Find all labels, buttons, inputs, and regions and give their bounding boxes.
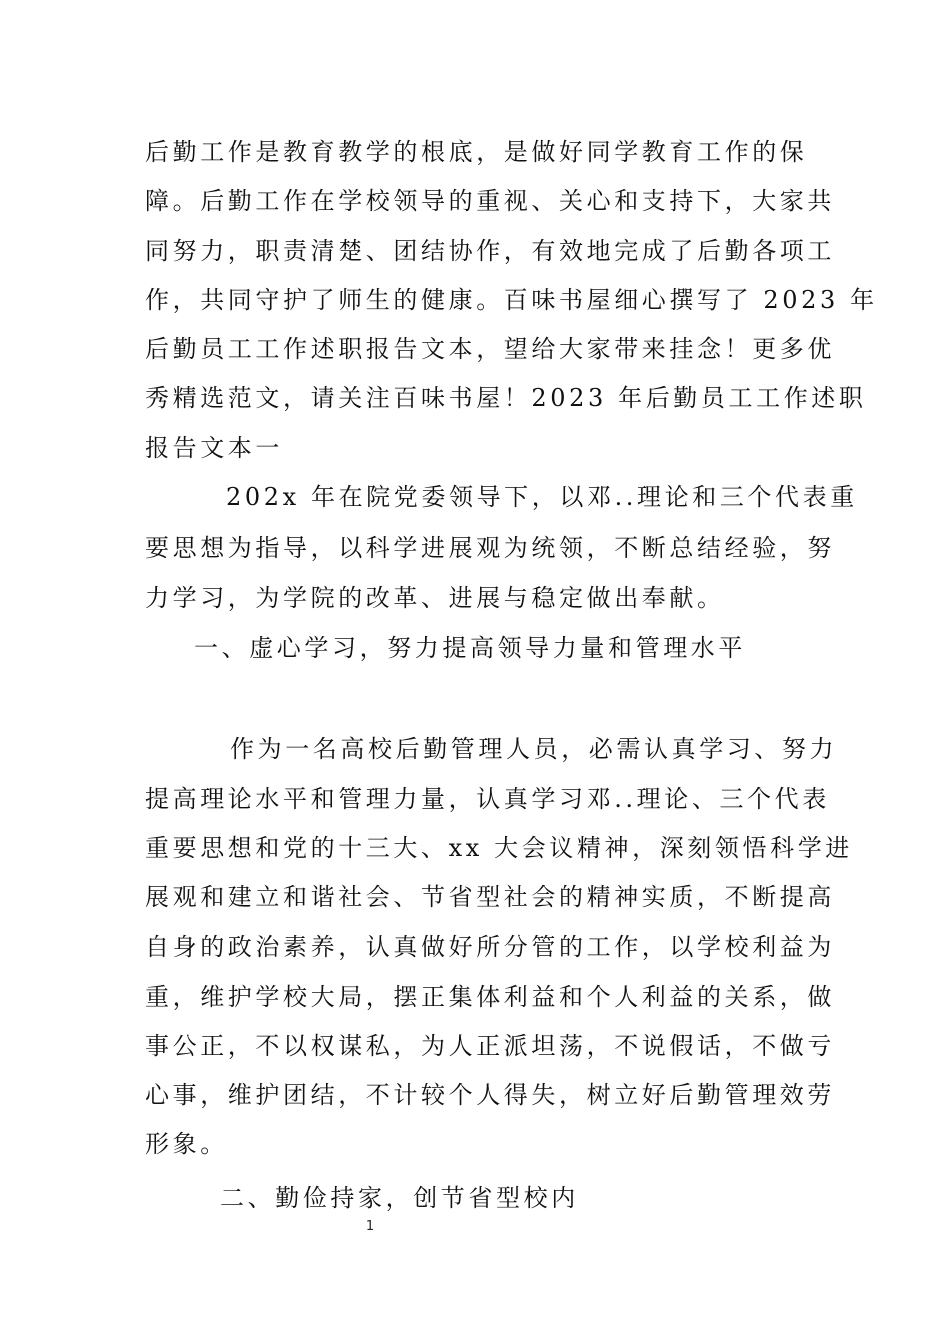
text-line: 展观和建立和谐社会、节省型社会的精神实质，不断提高 [145, 883, 835, 911]
text-line: 202x 年在院党委领导下，以邓..理论和三个代表重 [226, 483, 858, 511]
text-line: 作，共同守护了师生的健康。百味书屋细心撰写了 2023 年 [145, 286, 878, 314]
text-line: 力学习，为学院的改革、进展与稳定做出奉献。 [145, 584, 725, 612]
page-number: 1 [365, 1219, 375, 1234]
text-line: 事公正，不以权谋私，为人正派坦荡，不说假话，不做亏 [145, 1032, 835, 1060]
text-line: 后勤工作是教育教学的根底，是做好同学教育工作的保 [145, 138, 808, 166]
text-line: 重，维护学校大局，摆正集体利益和个人利益的关系，做 [145, 983, 835, 1011]
text-line: 提高理论水平和管理力量，认真学习邓..理论、三个代表 [145, 785, 830, 813]
text-line: 后勤员工工作述职报告文本，望给大家带来挂念！更多优 [145, 335, 835, 363]
section-heading: 一、虚心学习，努力提高领导力量和管理水平 [194, 634, 746, 662]
text-line: 同努力，职责清楚、团结协作，有效地完成了后勤各项工 [145, 237, 835, 265]
text-line: 障。后勤工作在学校领导的重视、关心和支持下，大家共 [145, 187, 835, 215]
text-line: 自身的政治素养，认真做好所分管的工作，以学校利益为 [145, 933, 835, 961]
text-line: 心事，维护团结，不计较个人得失，树立好后勤管理效劳 [145, 1081, 835, 1109]
section-heading: 二、勤俭持家，创节省型校内 [220, 1184, 579, 1212]
text-line: 报告文本一 [145, 434, 283, 462]
text-line: 重要思想和党的十三大、xx 大会议精神，深刻领悟科学进 [145, 834, 853, 862]
text-line: 要思想为指导，以科学进展观为统领，不断总结经验，努 [145, 534, 835, 562]
text-line: 秀精选范文，请关注百味书屋！2023 年后勤员工工作述职 [145, 384, 867, 412]
text-line: 形象。 [145, 1130, 228, 1158]
text-line: 作为一名高校后勤管理人员，必需认真学习、努力 [230, 735, 838, 763]
